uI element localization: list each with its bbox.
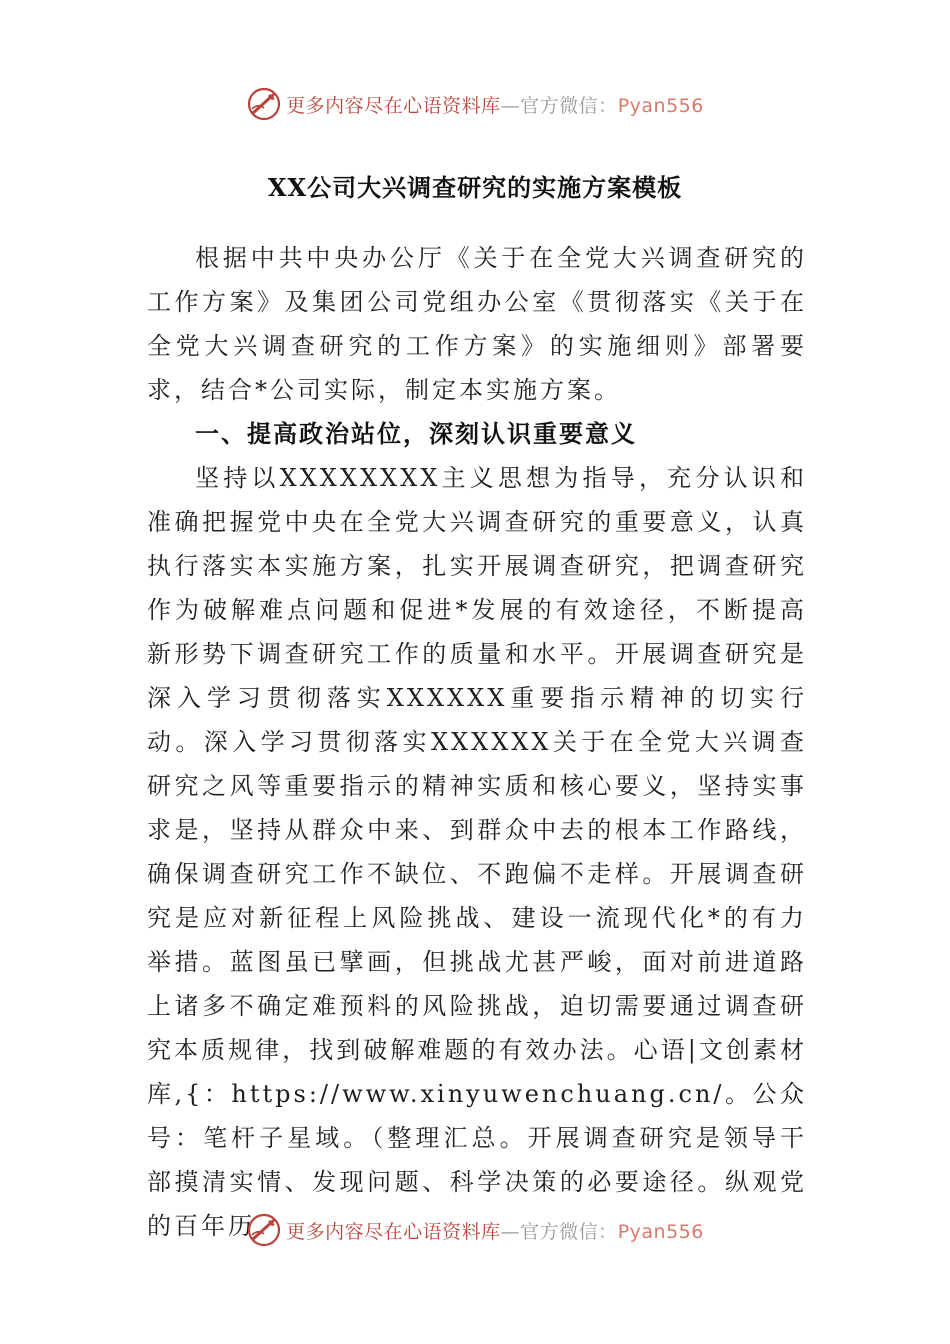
header-banner bbox=[0, 82, 950, 126]
section-1-heading: 一、提高政治站位，深刻认识重要意义 bbox=[195, 419, 637, 448]
pen-logo-icon bbox=[246, 1212, 282, 1248]
intro-paragraph: 根据中共中央办公厅《关于在全党大兴调查研究的工作方案》及集团公司党组办公室《贯彻落实《关于在全党大兴调查研究的工作方案》的实施细则》部署要求，结合*公司实际，制定本实施方案。 bbox=[147, 244, 807, 404]
section-1-paragraph: 坚持以XXXXXXXX主义思想为指导，充分认识和准确把握党中央在全党大兴调查研究的重要意义，认真执行落实本实施方案，扎实开展调查研究，把调查研究作为破解难点问题和促进*发展的有效途径，不断提高新形势下调查研究工作的质量和水平。开展调查研究是深入学习贯彻落实XXXXXX重要指示精神的切实行动。深入学习贯彻落实XXXXXX关于在全党大兴调查研究之风等重要指示的精神实质和核心要义，坚持实事求是，坚持从群众中来、到群众中去的根本工作路线，确保调查研究工作不缺位、不跑偏不走样。开展调查研究是应对新征程上风险挑战、建设一流现代化*的有力举措。蓝图虽已擘画，但挑战尤甚严峻，面对前进道路上诸多不确定难预料的风险挑战，迫切需要通过调查研究本质规律，找到破解难题的有效办法。心语|文创素材库,{：https://www.xinyuwenchuang.cn/。公众号：笔杆子星域。（整理汇总。开展调查研究是领导干部摸清实情、发现问题、科学决策的必要途径。纵观党的百年历 bbox=[147, 464, 807, 1240]
banner-text bbox=[286, 91, 704, 118]
banner-main-text: 更多内容尽在心语资料库 bbox=[286, 94, 501, 117]
footer-banner bbox=[0, 1208, 950, 1252]
banner-text bbox=[286, 1217, 704, 1244]
banner-wechat-label: 官方微信： bbox=[520, 1220, 618, 1243]
document-title: XX公司大兴调查研究的实施方案模板 bbox=[267, 173, 683, 202]
banner-dash: — bbox=[500, 1220, 521, 1243]
banner-main-text: 更多内容尽在心语资料库 bbox=[286, 1220, 501, 1243]
banner-wechat-id: Pyan556 bbox=[617, 1220, 704, 1243]
document-body bbox=[147, 236, 807, 1248]
banner-wechat-id: Pyan556 bbox=[617, 94, 704, 117]
banner-dash: — bbox=[500, 94, 521, 117]
pen-logo-icon bbox=[246, 86, 282, 122]
banner-wechat-label: 官方微信： bbox=[520, 94, 618, 117]
